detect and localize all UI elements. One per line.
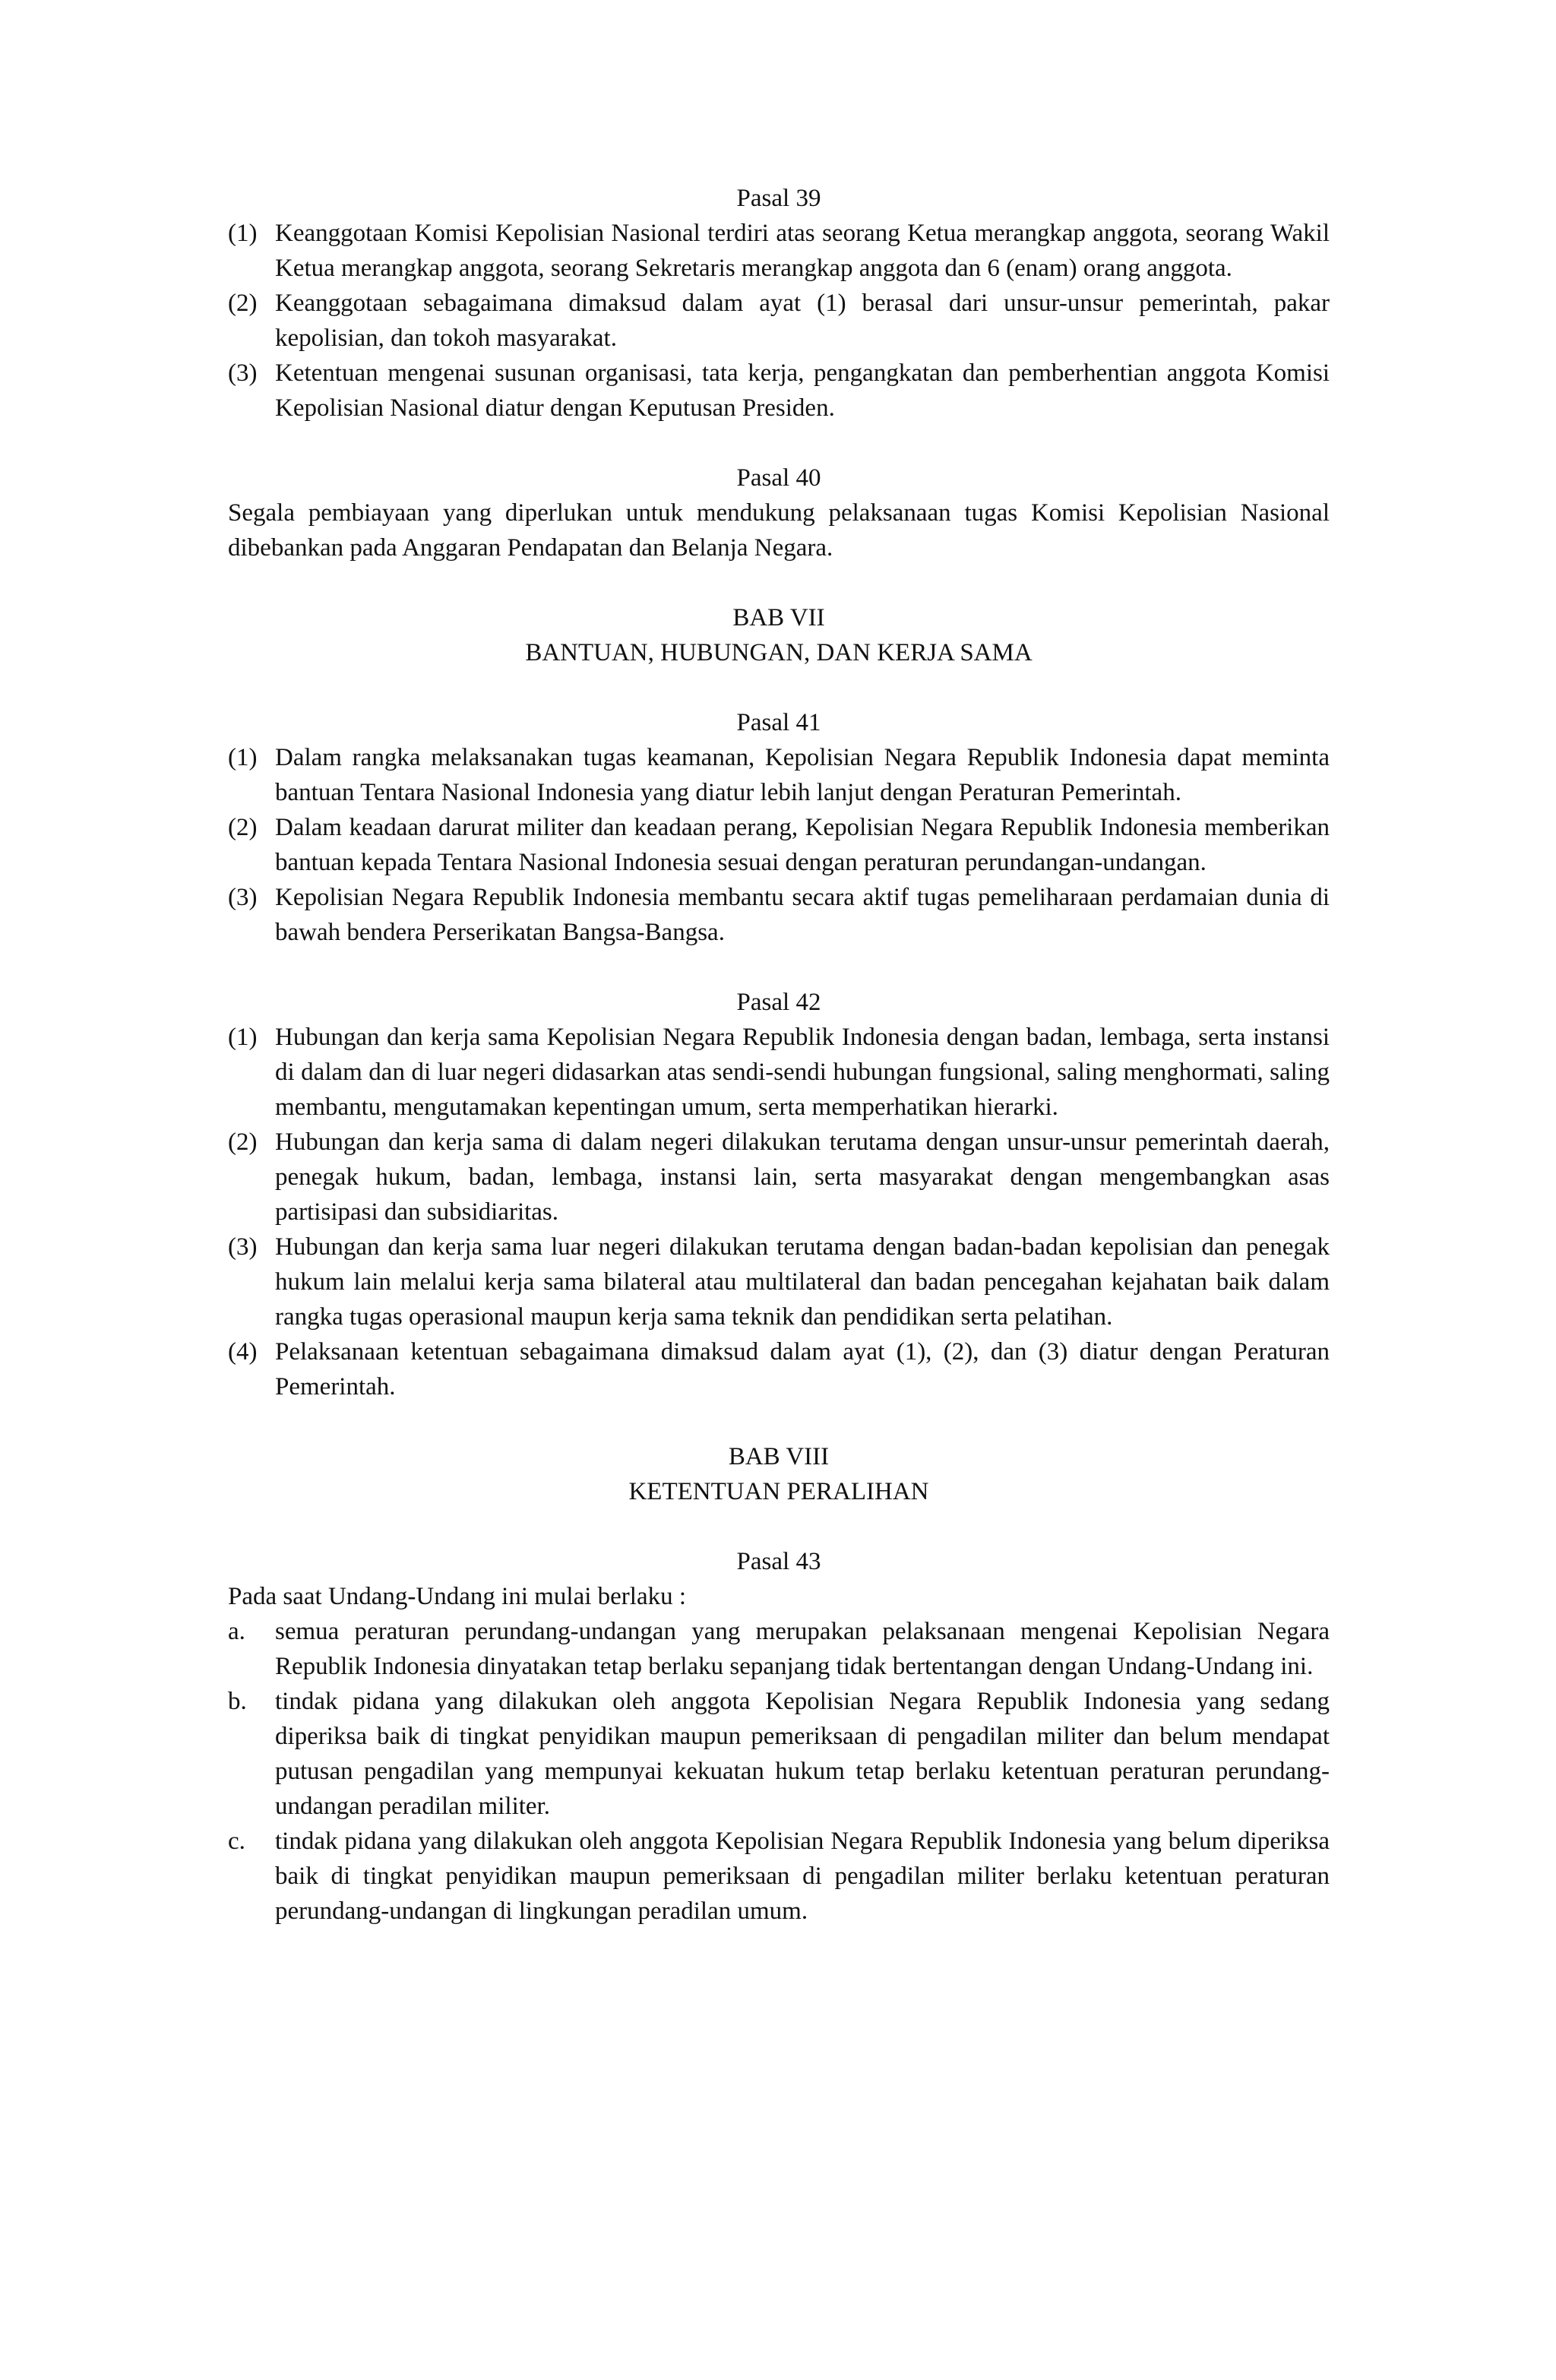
item-text: Ketentuan mengenai susunan organisasi, tata kerja, pengangkatan dan pemberhentian anggota Komisi Kepolisian Nasional diatur dengan Keputusan Presiden. xyxy=(275,359,1330,422)
item-number: (4) xyxy=(228,1338,258,1366)
list-item xyxy=(228,1020,1330,1125)
pasal-40-title: Pasal 40 xyxy=(736,464,821,492)
item-text: Pelaksanaan ketentuan sebagaimana dimaksud dalam ayat (1), (2), dan (3) diatur dengan Peraturan Pemerintah. xyxy=(275,1338,1330,1400)
pasal-41-title: Pasal 41 xyxy=(736,709,821,736)
item-letter: a. xyxy=(228,1618,245,1645)
pasal-43-intro: Pada saat Undang-Undang ini mulai berlaku : xyxy=(228,1583,687,1610)
item-text: Dalam keadaan darurat militer dan keadaan perang, Kepolisian Negara Republik Indonesia memberikan bantuan kepada Tentara Nasional Indonesia sesuai dengan peraturan perundangan-undangan. xyxy=(275,814,1330,876)
bab-8-subtitle: KETENTUAN PERALIHAN xyxy=(628,1478,929,1505)
document-page xyxy=(228,181,1330,1929)
item-text: Dalam rangka melaksanakan tugas keamanan, Kepolisian Negara Republik Indonesia dapat meminta bantuan Tentara Nasional Indonesia yang diatur lebih lanjut dengan Peraturan Pemerintah. xyxy=(275,744,1330,806)
pasal-40-text: Segala pembiayaan yang diperlukan untuk mendukung pelaksanaan tugas Komisi Kepolisian Nasional dibebankan pada Anggaran Pendapatan dan Belanja Negara. xyxy=(228,499,1330,562)
item-number: (3) xyxy=(228,884,258,911)
item-text: tindak pidana yang dilakukan oleh anggota Kepolisian Negara Republik Indonesia yang sedang diperiksa baik di tingkat penyidikan maupun pemeriksaan di pengadilan militer dan belum mendapat putusan pengadilan yang mempunyai kekuatan hukum tetap berlaku ketentuan peraturan perundang-undangan peradilan militer. xyxy=(275,1688,1330,1820)
pasal-42-title: Pasal 42 xyxy=(736,989,821,1016)
pasal-42-list xyxy=(228,1020,1330,1404)
list-item xyxy=(228,356,1330,426)
list-item xyxy=(228,1230,1330,1334)
bab-7-title: BAB VII xyxy=(732,604,825,631)
item-letter: c. xyxy=(228,1828,245,1855)
item-text: Keanggotaan sebagaimana dimaksud dalam ayat (1) berasal dari unsur-unsur pemerintah, pakar kepolisian, dan tokoh masyarakat. xyxy=(275,290,1330,352)
list-item xyxy=(228,216,1330,286)
list-item xyxy=(228,1125,1330,1230)
list-item xyxy=(228,1824,1330,1929)
list-item xyxy=(228,880,1330,950)
pasal-41-list xyxy=(228,740,1330,950)
list-item xyxy=(228,1684,1330,1824)
item-number: (1) xyxy=(228,1024,258,1051)
item-number: (2) xyxy=(228,290,258,317)
item-text: Hubungan dan kerja sama di dalam negeri dilakukan terutama dengan unsur-unsur pemerintah daerah, penegak hukum, badan, lembaga, instansi lain, serta masyarakat dengan mengembangkan asas partisipasi dan subsidiaritas. xyxy=(275,1128,1330,1226)
bab-8-title: BAB VIII xyxy=(728,1443,830,1470)
list-item xyxy=(228,1614,1330,1684)
item-text: Keanggotaan Komisi Kepolisian Nasional terdiri atas seorang Ketua merangkap anggota, seorang Wakil Ketua merangkap anggota, seorang Sekretaris merangkap anggota dan 6 (enam) orang anggota. xyxy=(275,220,1330,282)
list-item xyxy=(228,740,1330,810)
list-item xyxy=(228,810,1330,880)
pasal-39-list xyxy=(228,216,1330,426)
list-item xyxy=(228,1334,1330,1404)
pasal-39-title: Pasal 39 xyxy=(736,185,821,212)
pasal-43-list xyxy=(228,1614,1330,1929)
item-letter: b. xyxy=(228,1688,247,1715)
bab-7-subtitle: BANTUAN, HUBUNGAN, DAN KERJA SAMA xyxy=(525,639,1033,666)
item-number: (2) xyxy=(228,814,258,841)
item-text: Hubungan dan kerja sama Kepolisian Negara Republik Indonesia dengan badan, lembaga, serta instansi di dalam dan di luar negeri didasarkan atas sendi-sendi hubungan fungsional, saling menghormati, saling membantu, mengutamakan kepentingan umum, serta memperhatikan hierarki. xyxy=(275,1024,1330,1121)
item-text: Kepolisian Negara Republik Indonesia membantu secara aktif tugas pemeliharaan perdamaian dunia di bawah bendera Perserikatan Bangsa-Bangsa. xyxy=(275,884,1330,946)
item-text: Hubungan dan kerja sama luar negeri dilakukan terutama dengan badan-badan kepolisian dan penegak hukum lain melalui kerja sama bilateral atau multilateral dan badan pencegahan kejahatan baik dalam rangka tugas operasional maupun kerja sama teknik dan pendidikan serta pelatihan. xyxy=(275,1233,1330,1331)
item-number: (1) xyxy=(228,744,258,771)
pasal-43-title: Pasal 43 xyxy=(736,1548,821,1575)
item-number: (1) xyxy=(228,220,258,247)
item-number: (3) xyxy=(228,359,258,387)
item-text: tindak pidana yang dilakukan oleh anggota Kepolisian Negara Republik Indonesia yang belum diperiksa baik di tingkat penyidikan maupun pemeriksaan di pengadilan militer berlaku ketentuan peraturan perundang-undangan di lingkungan peradilan umum. xyxy=(275,1828,1330,1925)
item-number: (2) xyxy=(228,1128,258,1156)
item-text: semua peraturan perundang-undangan yang merupakan pelaksanaan mengenai Kepolisian Negara Republik Indonesia dinyatakan tetap berlaku sepanjang tidak bertentangan dengan Undang-Undang ini. xyxy=(275,1618,1330,1680)
list-item xyxy=(228,286,1330,356)
item-number: (3) xyxy=(228,1233,258,1261)
